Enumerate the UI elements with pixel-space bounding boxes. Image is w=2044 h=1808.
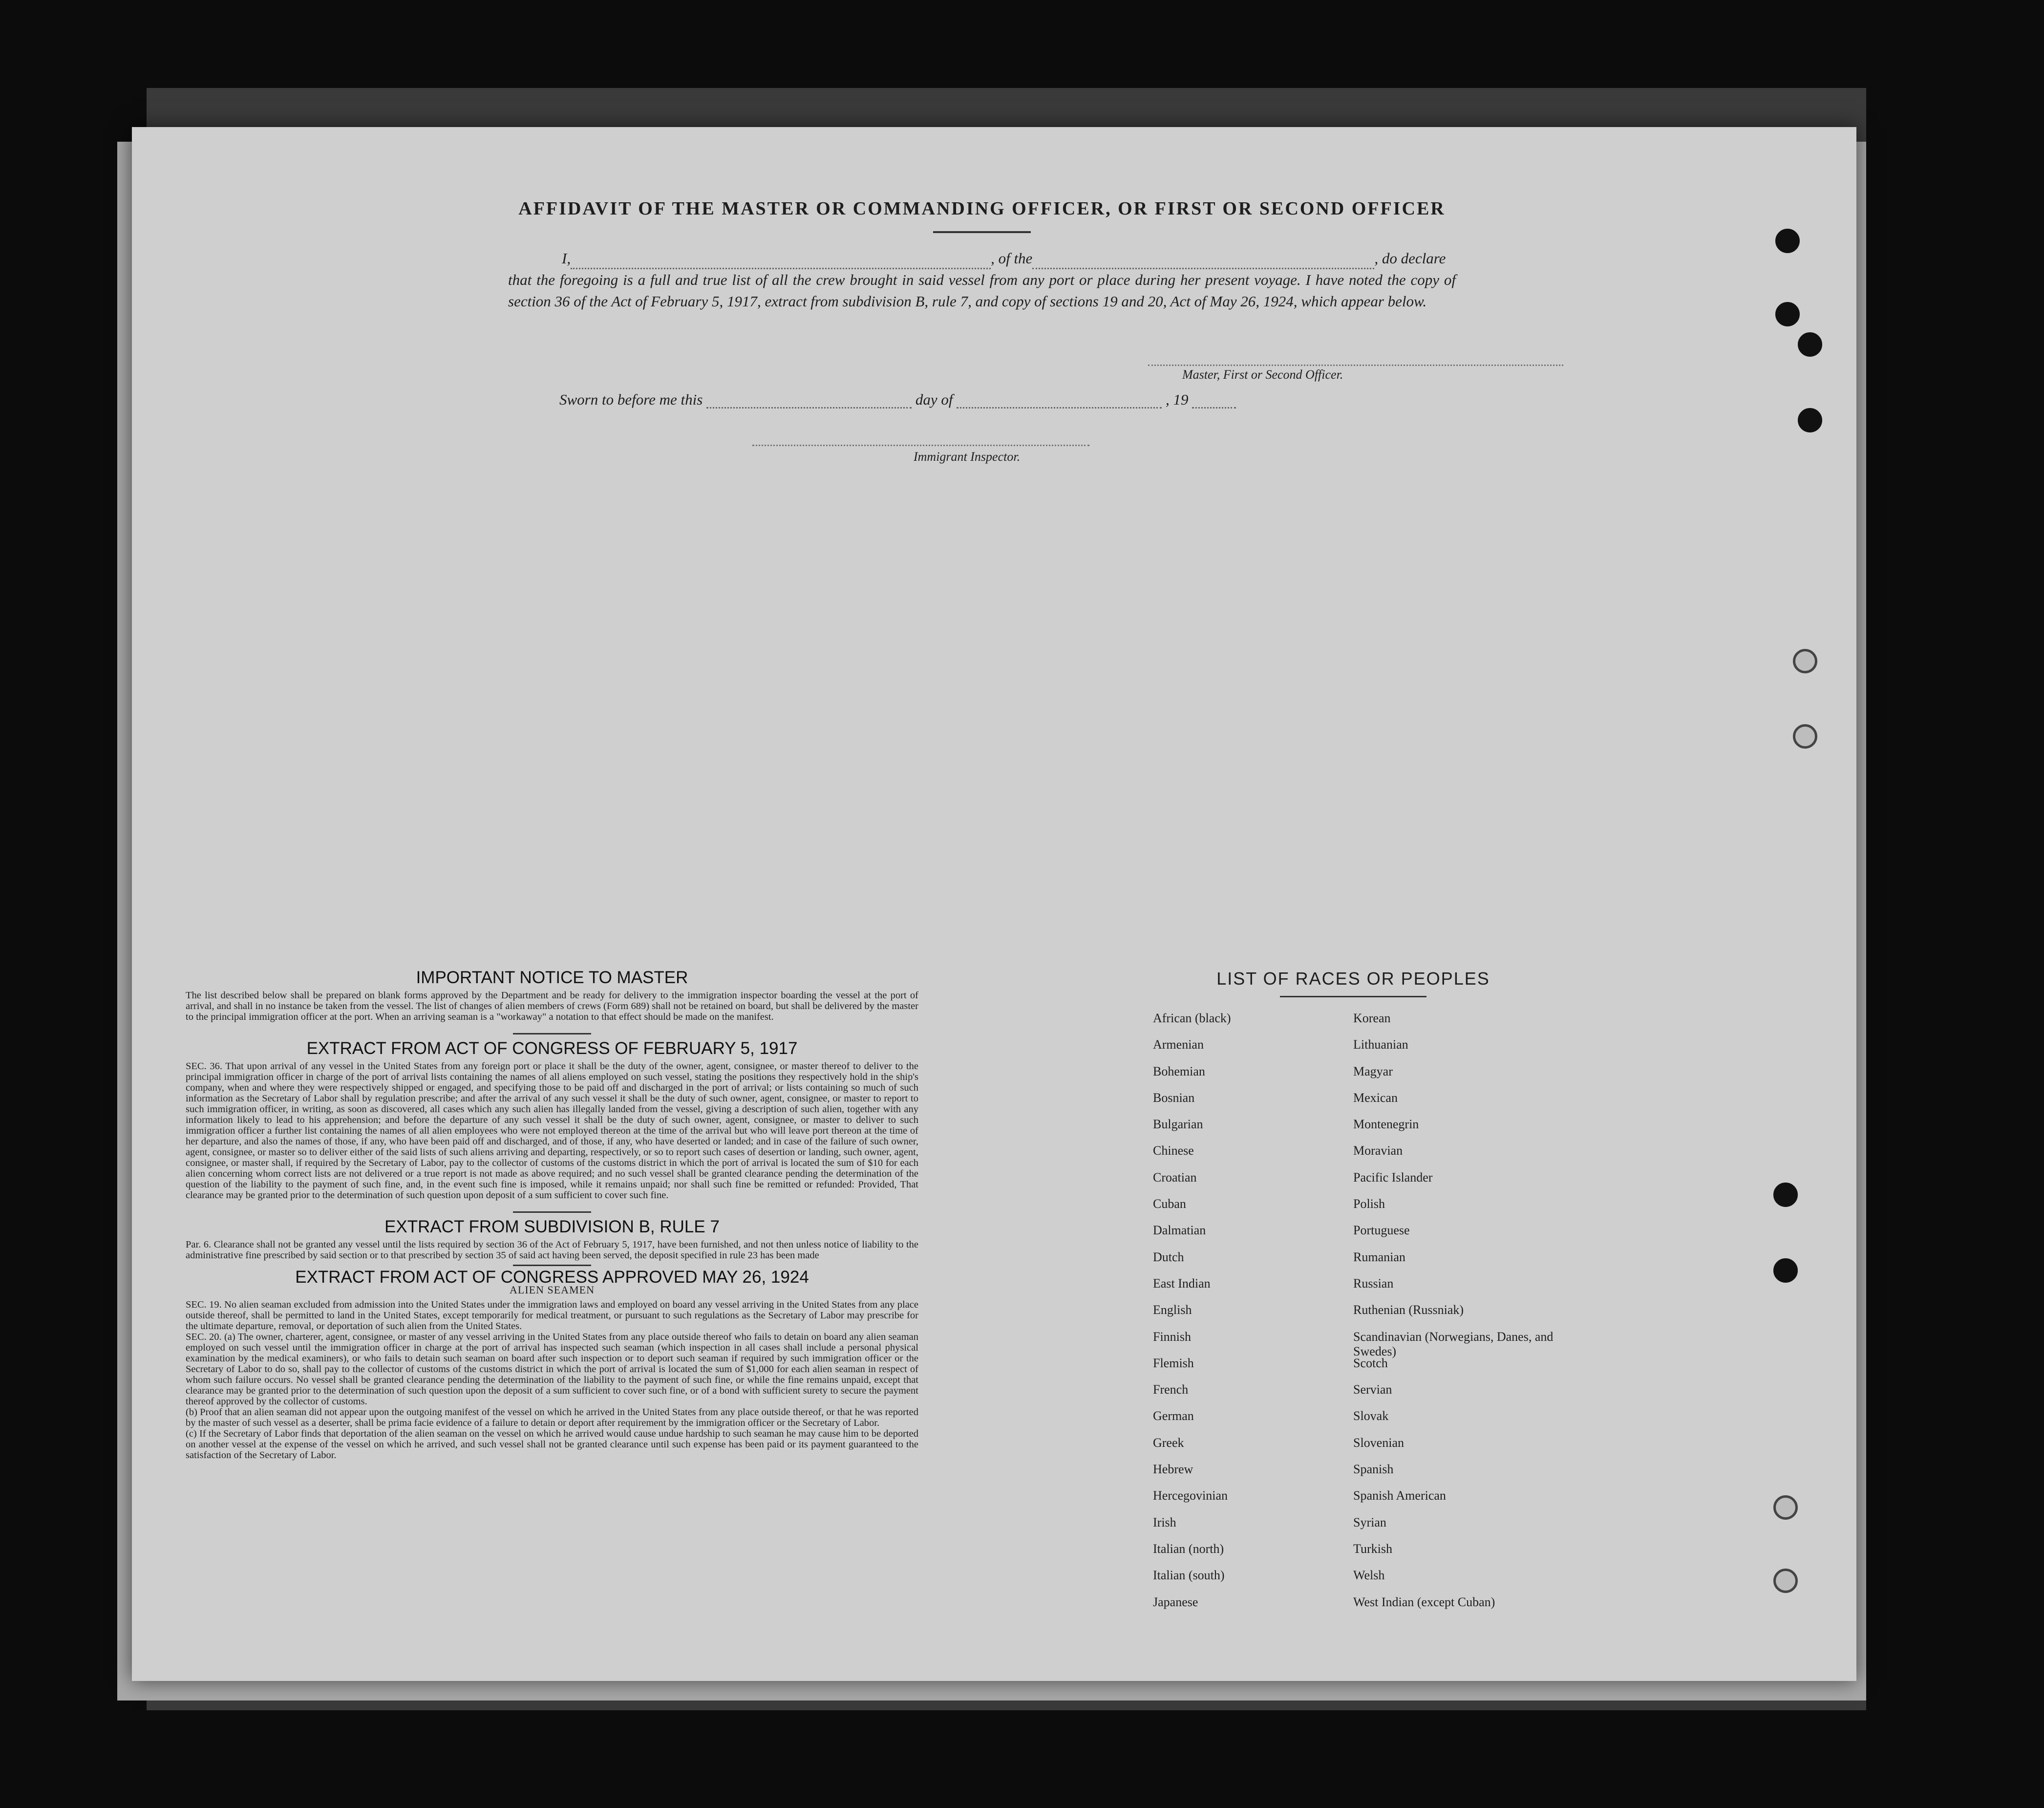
punch-hole-icon	[1773, 1495, 1798, 1520]
race-item: Rumanian	[1353, 1249, 1405, 1264]
race-item: African (black)	[1153, 1011, 1231, 1025]
year-prefix: , 19	[1165, 391, 1189, 408]
race-item: Portuguese	[1353, 1223, 1410, 1238]
punch-hole-icon	[1775, 229, 1800, 253]
declarant-prefix: I,	[562, 250, 571, 267]
sworn-prefix: Sworn to before me this	[559, 391, 703, 408]
race-item: Welsh	[1353, 1568, 1385, 1583]
race-item: Bosnian	[1153, 1090, 1195, 1105]
punch-hole-icon	[1793, 649, 1817, 673]
race-item: Slovak	[1353, 1409, 1389, 1423]
race-item: Irish	[1153, 1515, 1176, 1529]
races-columns	[1153, 1011, 1554, 1621]
race-item: Polish	[1353, 1197, 1385, 1211]
races-left-column	[1153, 1011, 1353, 1621]
inspector-signature-label: Immigrant Inspector.	[914, 450, 1021, 464]
section-divider	[513, 1033, 591, 1034]
race-item: Mexican	[1353, 1090, 1398, 1105]
race-item: Italian (south)	[1153, 1568, 1225, 1583]
race-item: Lithuanian	[1353, 1037, 1408, 1052]
extract-1924-title: EXTRACT FROM ACT OF CONGRESS APPROVED MAY 26, 1924	[295, 1268, 809, 1287]
race-item: Hercegovinian	[1153, 1488, 1228, 1503]
race-item: Flemish	[1153, 1356, 1194, 1370]
notice-body: The list described below shall be prepared on blank forms approved by the Department and be ready for delivery to the immigration inspector boarding the vessel at the port of arrival, and shall in no instance be taken from the vessel. The list of changes of alien members of crews (Form 689) shall not be retained on board, but shall be delivered by the master to the principal immigration officer at the port. When an arriving seaman is a "workaway" a notation to that effect should be made on the manifest.	[186, 990, 918, 1022]
section-divider	[513, 1211, 591, 1213]
race-item: Magyar	[1353, 1064, 1393, 1078]
sworn-month-field[interactable]	[957, 407, 1162, 409]
extract-1924-sec19: SEC. 19. No alien seaman excluded from admission into the United States under the immigration laws and employed on board any vessel arriving in the United States from any place outside thereof, shall be permitted to land in the United States, except temporarily for medical treatment, or pursuant to such regulations as the Secretary of Labor may prescribe for the ultimate departure, removal, or deportation of such alien from the United States.	[186, 1299, 918, 1332]
race-item: Korean	[1353, 1011, 1391, 1025]
race-item: Hebrew	[1153, 1462, 1193, 1477]
affidavit-title: AFFIDAVIT OF THE MASTER OR COMMANDING OFFICER, OR FIRST OR SECOND OFFICER	[518, 198, 1446, 219]
race-item: Bohemian	[1153, 1064, 1205, 1078]
notices-column	[186, 968, 918, 1461]
punch-hole-icon	[1773, 1569, 1798, 1593]
punch-hole-icon	[1798, 408, 1822, 432]
affidavit-section	[508, 198, 1456, 312]
extract-1924-sec20a: SEC. 20. (a) The owner, charterer, agent, consignee, or master of any vessel arriving in the United States from any place outside thereof who fails to detain on board any alien seaman employed on such vessel until the immigration officer in charge at the port of arrival has inspected such seaman (which inspection in all cases shall include a personal physical examination by the medical examiners), or who fails to detain such seaman on board after such inspection or to deport such seaman if required by such immigration officer or the Secretary of Labor to do so, shall pay to the collector of customs of the customs district in which the port of arrival is located the sum of $1,000 for each alien seaman in respect of whom such failure occurs. No vessel shall be granted clearance pending the determination of the liability to the payment of such fine, or while the fine remains unpaid, except that clearance may be granted prior to the determination of such question upon the deposit of a sum sufficient to cover such fine, or of a bond with sufficient surety to secure the payment thereof approved by the collector of customs.	[186, 1332, 918, 1407]
extract-rule7-title: EXTRACT FROM SUBDIVISION B, RULE 7	[384, 1217, 720, 1236]
race-item: Armenian	[1153, 1037, 1204, 1052]
races-section	[1153, 969, 1554, 1621]
race-item: Montenegrin	[1353, 1117, 1419, 1132]
race-item: Chinese	[1153, 1143, 1194, 1158]
race-item: Spanish American	[1353, 1488, 1446, 1503]
affidavit-body: that the foregoing is a full and true list of all the crew brought in said vessel from any port or place during her present voyage. I have noted the copy of section 36 of the Act of February 5, 1917, extract from subdivision B, rule 7, and copy of sections 19 and 20, Act of May 26, 1924, which appear below.	[508, 271, 1456, 310]
race-item: Slovenian	[1353, 1435, 1404, 1450]
punch-hole-icon	[1773, 1183, 1798, 1207]
race-item: Greek	[1153, 1435, 1184, 1450]
race-item: Syrian	[1353, 1515, 1386, 1529]
extract-1917-body: SEC. 36. That upon arrival of any vessel in the United States from any foreign port or place it shall be the duty of the owner, agent, consignee, or master thereof to deliver to the principal immigration officer in charge of the port of arrival lists containing the names of all aliens employed on such vessel, stating the positions they respectively hold in the ship's company, when and where they were respectively shipped or engaged, and specifying those to be paid off and discharged in the port of arrival; or lists containing so much of such information as the Secretary of Labor shall by regulation prescribe; and after the arrival of any such vessel it shall be the duty of such owner, agent, consignee, or master to report to such immigration officer, in writing, as soon as discovered, all cases which any such alien has illegally landed from the vessel, giving a description of such alien, together with any information likely to lead to his apprehension; and before the departure of any such vessel it shall be the duty of such owner, agent, consignee, or master to deliver to such immigration officer a further list containing the names of all alien employees who were not employed thereon at the time of the arrival but who will leave port thereon at the time of her departure, and also the names of those, if any, who have been paid off and discharged, and of those, if any, who have deserted or landed; and in case of the failure of such owner, agent, consignee, or master so to deliver either of the said lists of such aliens arriving and departing, respectively, or so to report such cases of desertion or landing, such owner, agent, consignee, or master shall, if required by the Secretary of Labor, pay to the collector of customs of the customs district in which the port of arrival is located the sum of $10 for each alien concerning whom correct lists are not delivered or a true report is not made as above required; and no such vessel shall be granted clearance pending the determination of the question of the liability to the payment of such fine, and, in the event such fine is imposed, while it remains unpaid; nor shall such fine be remitted or refunded: Provided, That clearance may be granted prior to the determination of such question upon deposit of a sum sufficient to cover such fine.	[186, 1061, 918, 1201]
race-item: Pacific Islander	[1353, 1170, 1433, 1184]
punch-hole-icon	[1793, 724, 1817, 749]
race-item: Dutch	[1153, 1249, 1184, 1264]
race-item: Scotch	[1353, 1356, 1388, 1370]
document-page	[132, 127, 1856, 1681]
race-item: Cuban	[1153, 1197, 1186, 1211]
affidavit-declaration	[508, 248, 1456, 269]
punch-hole-icon	[1775, 302, 1800, 326]
sworn-line	[559, 391, 1236, 409]
extract-1924-sec20c: (c) If the Secretary of Labor finds that deportation of the alien seaman on the vessel on which he arrived would cause undue hardship to such seaman he may cause him to be deported on another vessel at the expense of the vessel on which he arrived, and such vessel shall not be granted clearance until such expense has been paid or its payment guaranteed to the satisfaction of the Secretary of Labor.	[186, 1428, 918, 1461]
race-item: German	[1153, 1409, 1194, 1423]
extract-1924-sec20b: (b) Proof that an alien seaman did not appear upon the outgoing manifest of the vessel on which he arrived in the United States from any place outside thereof, or that he was reported by the master of such vessel as a deserter, shall be prima facie evidence of a failure to detain or deport after requirement by the immigration officer or the Secretary of Labor.	[186, 1407, 918, 1428]
race-item: Croatian	[1153, 1170, 1197, 1184]
day-of-label: day of	[915, 391, 953, 408]
race-item: Finnish	[1153, 1329, 1192, 1344]
punch-hole-icon	[1798, 332, 1822, 357]
race-item: Italian (north)	[1153, 1541, 1224, 1556]
sworn-year-field[interactable]	[1192, 407, 1236, 409]
race-item: French	[1153, 1382, 1189, 1397]
notice-title: IMPORTANT NOTICE TO MASTER	[416, 968, 688, 987]
sworn-day-field[interactable]	[706, 407, 912, 409]
race-item: Servian	[1353, 1382, 1392, 1397]
extract-1917-title: EXTRACT FROM ACT OF CONGRESS OF FEBRUARY 5, 1917	[306, 1039, 798, 1058]
do-declare-label: , do declare	[1374, 250, 1446, 267]
punch-hole-icon	[1773, 1258, 1798, 1283]
master-signature-line[interactable]	[1148, 365, 1563, 366]
race-item: English	[1153, 1303, 1192, 1317]
race-item: Turkish	[1353, 1541, 1392, 1556]
section-divider	[513, 1265, 591, 1266]
race-item: East Indian	[1153, 1276, 1211, 1291]
race-item: West Indian (except Cuban)	[1353, 1594, 1495, 1609]
inspector-signature-line[interactable]	[752, 445, 1089, 446]
race-item: Scandinavian (Norwegians, Danes, and Swedes)	[1353, 1329, 1554, 1358]
races-right-column	[1353, 1011, 1554, 1621]
title-underline	[933, 231, 1031, 233]
race-item: Japanese	[1153, 1594, 1198, 1609]
of-the-label: , of the	[991, 250, 1033, 267]
race-item: Dalmatian	[1153, 1223, 1206, 1238]
races-title-underline	[1280, 996, 1427, 997]
race-item: Ruthenian (Russniak)	[1353, 1303, 1464, 1317]
race-item: Moravian	[1353, 1143, 1403, 1158]
race-item: Russian	[1353, 1276, 1394, 1291]
race-item: Spanish	[1353, 1462, 1394, 1477]
race-item: Bulgarian	[1153, 1117, 1203, 1132]
extract-1924-subtitle: ALIEN SEAMEN	[510, 1284, 595, 1296]
extract-rule7-body: Par. 6. Clearance shall not be granted any vessel until the lists required by section 36 of the Act of February 5, 1917, have been furnished, and not then unless notice of liability to the administrative fine prescribed by said section or to that prescribed by section 35 of said act having been served, the deposit specified in rule 23 has been made	[186, 1239, 918, 1261]
master-signature-label: Master, First or Second Officer.	[1182, 367, 1343, 382]
races-title: LIST OF RACES OR PEOPLES	[1216, 969, 1490, 989]
